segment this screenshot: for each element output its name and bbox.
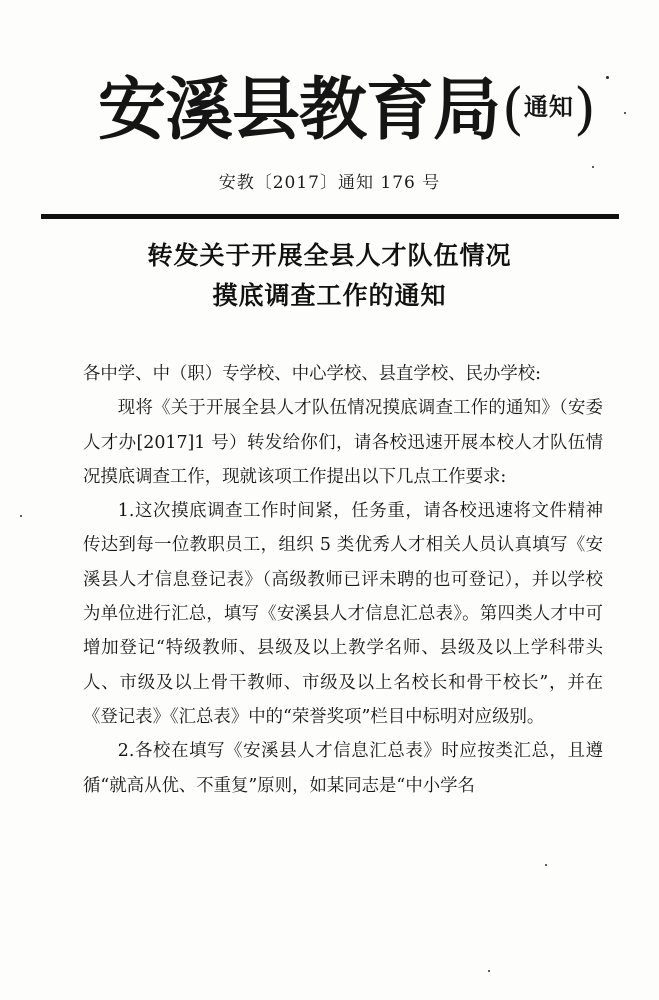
scan-speck xyxy=(545,864,547,866)
paragraph-item-2: 2.各校在填写《安溪县人才信息汇总表》时应按类汇总，且遵循“就高从优、不重复”原则，如某同志是“中小学名 xyxy=(83,741,603,796)
header-divider xyxy=(41,214,619,219)
body-text xyxy=(83,357,603,803)
paragraph-item-1: 1.这次摸底调查工作时间紧，任务重，请各校迅速将文件精神传达到每一位教职员工，组织 5 类优秀人才相关人员认真填写《安溪县人才信息登记表》（高级教师已评未聘的也可登记），并以学校为单位进行汇总，填写《安溪县人才信息汇总表》。第四类人才中可增加登记“特级教师、县级及以上教学名师、县级及以上学科带头人、市级及以上骨干教师、市级及以上名校长和骨干校长”，并在《登记表》《汇总表》中的“荣誉奖项”栏目中标明对应级别。 xyxy=(83,501,603,727)
close-paren: ) xyxy=(573,77,596,142)
issuing-organization: 安溪县教育局 xyxy=(98,70,501,150)
notice-title xyxy=(0,236,659,316)
title-line-1: 转发关于开展全县人才队伍情况 xyxy=(147,241,512,270)
paragraph-intro: 现将《关于开展全县人才队伍情况摸底调查工作的通知》（安委人才办[2017]1 号）转发给你们，请各校迅速开展本校人才队伍情况摸底调查工作，现就该项工作提出以下几点工作要求: xyxy=(83,398,603,487)
letterhead xyxy=(98,60,618,160)
scan-speck xyxy=(606,76,609,79)
document-type: 通知 xyxy=(523,91,574,121)
document-number: 安教〔2017〕通知 176 号 xyxy=(218,173,441,193)
scan-speck xyxy=(20,515,22,517)
salutation: 各中学、中（职）专学校、中心学校、县直学校、民办学校: xyxy=(83,364,542,384)
open-paren: ( xyxy=(502,77,524,142)
scan-speck xyxy=(624,112,626,114)
scan-speck xyxy=(592,166,594,168)
document-type-group xyxy=(502,60,596,160)
scan-speck xyxy=(488,970,490,972)
title-line-2: 摸底调查工作的通知 xyxy=(212,281,447,310)
